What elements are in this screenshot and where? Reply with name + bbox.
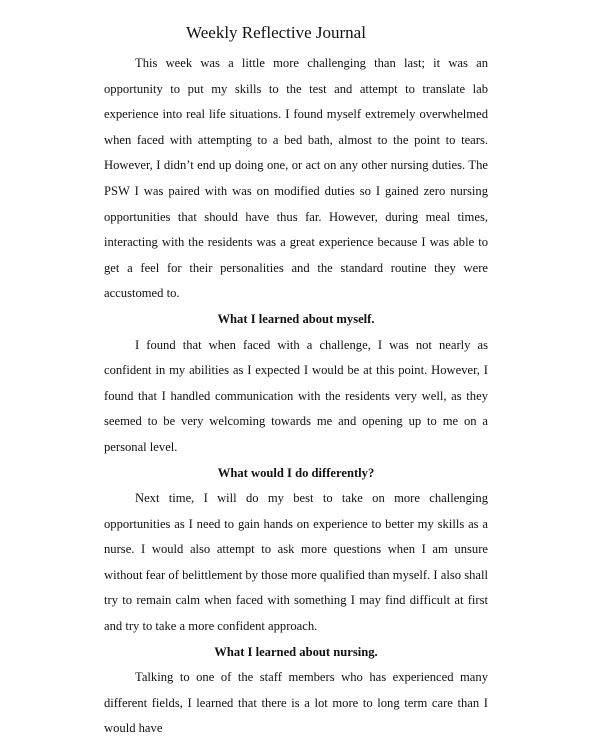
paragraph-intro: This week was a little more challenging than last; it was an opportunity to put my skills to the test and attempt to translate lab experience into real life situations. I found myself extremely overwhelmed when faced with attempting to a bed bath, almost to the point to tears. However, I didn’t end up doing one, or act on any other nursing duties. The PSW I was paired with was on modified duties so I gained zero nursing opportunities that should have thus far. However, during meal times, interacting with the residents was a great experience because I was able to get a feel for their personalities and the standard routine they were accustomed to. <box>104 56 488 301</box>
section-heading-do-differently: What would I do differently? <box>217 465 375 480</box>
section-heading-learned-about-myself: What I learned about myself. <box>217 311 375 326</box>
document-body <box>104 51 488 742</box>
section-heading-learned-about-nursing: What I learned about nursing. <box>214 644 378 659</box>
document-title: Weekly Reflective Journal <box>186 23 366 42</box>
paragraph-learned-about-nursing: Talking to one of the staff members who has experienced many different fields, I learned that there is a lot more to long term care than I would have <box>104 670 488 736</box>
paragraph-learned-about-myself: I found that when faced with a challenge, I was not nearly as confident in my abilities as I expected I would be at this point. However, I found that I handled communication with the residents very well, as they seemed to be very welcoming towards me and opening up to me on a personal level. <box>104 337 488 454</box>
paragraph-do-differently: Next time, I will do my best to take on more challenging opportunities as I need to gain hands on experience to better my skills as a nurse. I would also attempt to ask more questions when I am unsure without fear of belittlement by those more qualified than myself. I also shall try to remain calm when faced with something I may find difficult at first and try to take a more confident approach. <box>104 491 488 634</box>
